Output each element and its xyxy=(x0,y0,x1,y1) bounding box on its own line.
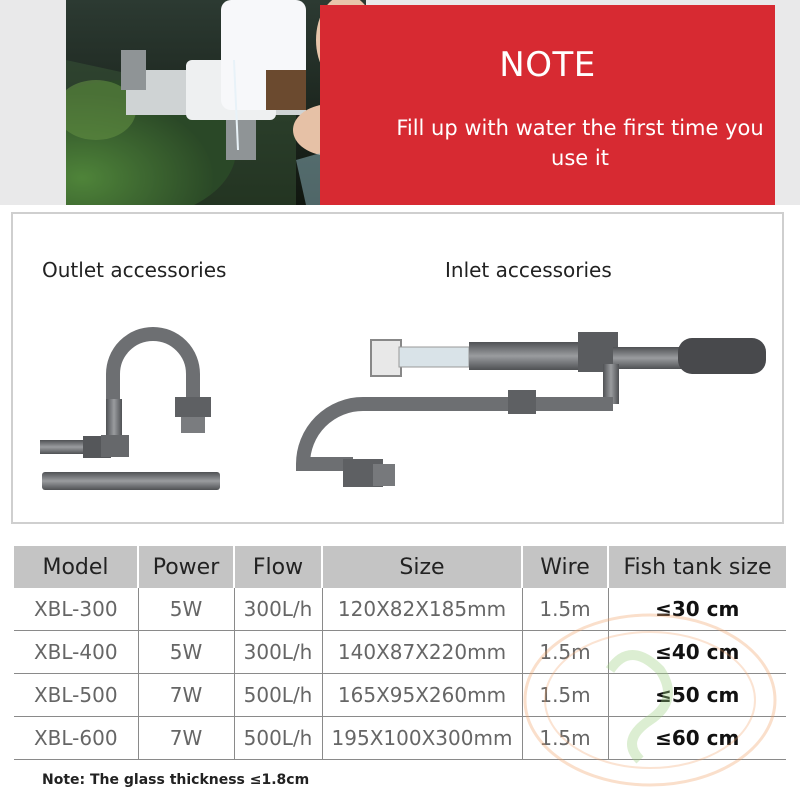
inlet-assembly xyxy=(303,332,766,487)
spec-table xyxy=(14,546,786,760)
cell-model: XBL-400 xyxy=(14,631,138,674)
cell-power: 7W xyxy=(138,717,234,760)
cell-tank-size: ≤60 cm xyxy=(608,717,786,760)
table-row xyxy=(14,631,786,674)
header-flow: Flow xyxy=(234,546,322,588)
cell-model: XBL-600 xyxy=(14,717,138,760)
table-row xyxy=(14,674,786,717)
cell-flow: 300L/h xyxy=(234,631,322,674)
cell-wire: 1.5m xyxy=(522,588,608,631)
header-model: Model xyxy=(14,546,138,588)
note-panel xyxy=(320,5,775,205)
outlet-u-pipe xyxy=(40,334,211,458)
table-header-row xyxy=(14,546,786,588)
cell-tank-size: ≤30 cm xyxy=(608,588,786,631)
outlet-spray-bar xyxy=(42,472,220,490)
header-power: Power xyxy=(138,546,234,588)
cell-size: 140X87X220mm xyxy=(322,631,522,674)
cell-tank-size: ≤40 cm xyxy=(608,631,786,674)
cell-flow: 500L/h xyxy=(234,674,322,717)
note-title: NOTE xyxy=(499,45,596,85)
footer-note: Note: The glass thickness ≤1.8cm xyxy=(42,772,310,788)
header-size: Size xyxy=(322,546,522,588)
inlet-accessories-label: Inlet accessories xyxy=(445,258,612,282)
cell-model: XBL-300 xyxy=(14,588,138,631)
outlet-accessories-label: Outlet accessories xyxy=(42,258,227,282)
cell-power: 5W xyxy=(138,631,234,674)
cell-flow: 500L/h xyxy=(234,717,322,760)
cell-size: 120X82X185mm xyxy=(322,588,522,631)
cell-power: 7W xyxy=(138,674,234,717)
cell-tank-size: ≤50 cm xyxy=(608,674,786,717)
header-fish-tank-size: Fish tank size xyxy=(608,546,786,588)
cell-wire: 1.5m xyxy=(522,631,608,674)
cell-wire: 1.5m xyxy=(522,674,608,717)
header-wire: Wire xyxy=(522,546,608,588)
table-row xyxy=(14,717,786,760)
accessories-illustration xyxy=(13,214,782,522)
cell-model: XBL-500 xyxy=(14,674,138,717)
cell-flow: 300L/h xyxy=(234,588,322,631)
accessories-panel xyxy=(11,212,784,524)
cell-power: 5W xyxy=(138,588,234,631)
cell-size: 195X100X300mm xyxy=(322,717,522,760)
cell-size: 165X95X260mm xyxy=(322,674,522,717)
cell-wire: 1.5m xyxy=(522,717,608,760)
note-text: Fill up with water the first time you use it xyxy=(396,116,764,170)
table-row xyxy=(14,588,786,631)
